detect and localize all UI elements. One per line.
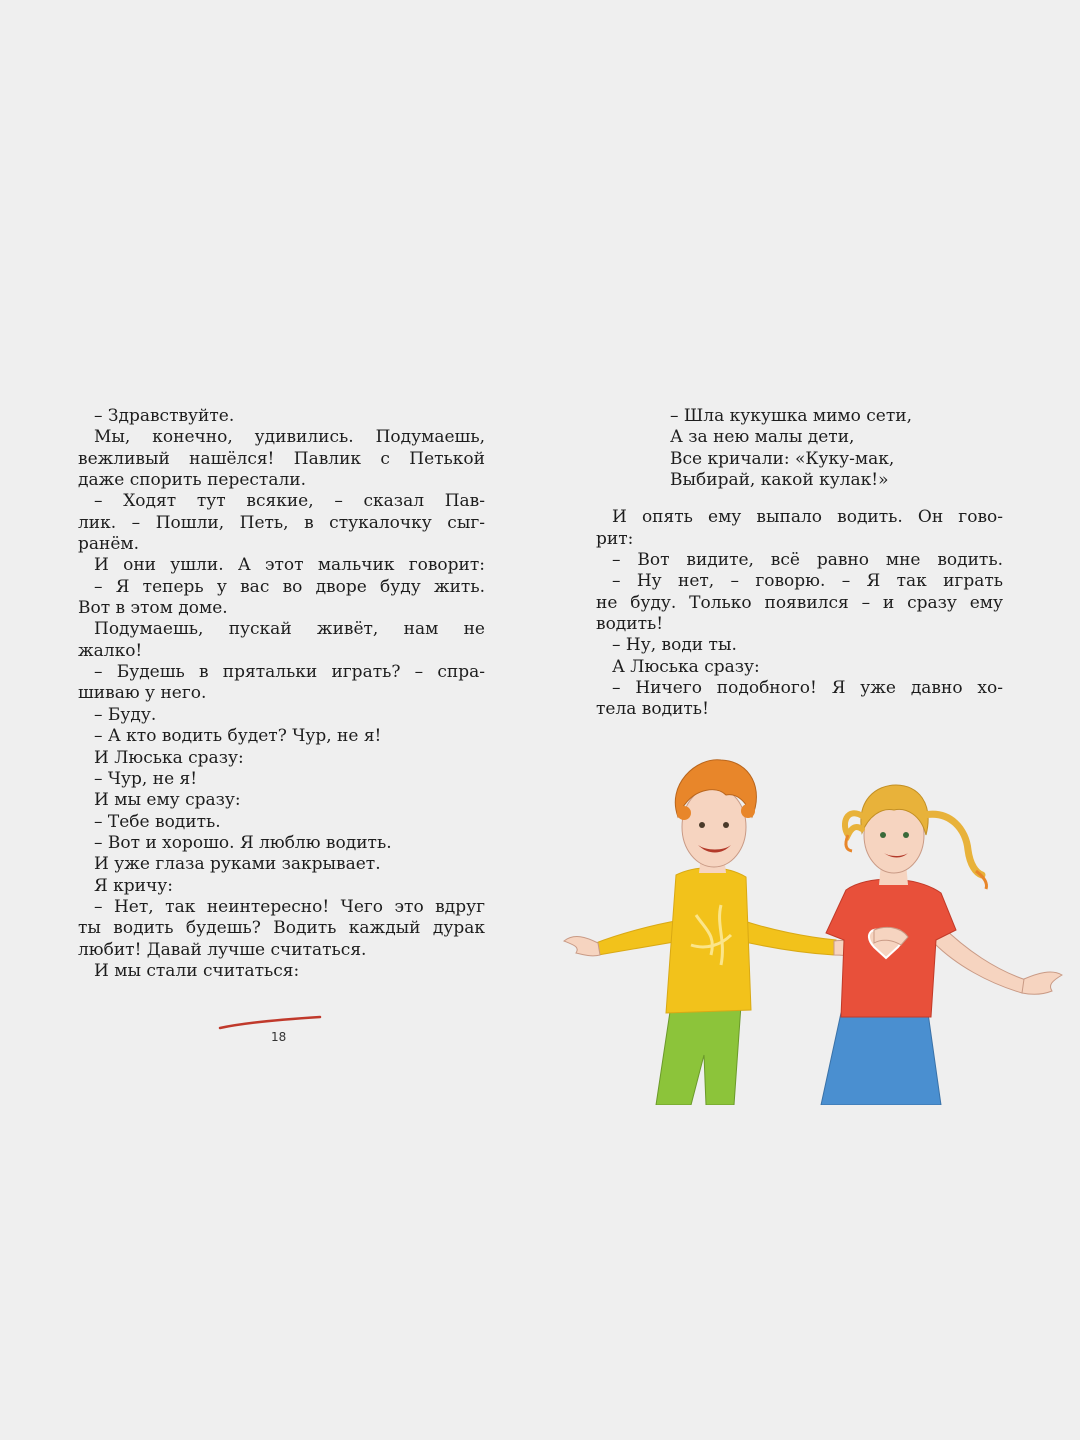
text-line: не буду. Только появился – и сразу ему	[596, 592, 1003, 613]
text-line: тела водить!	[596, 699, 709, 720]
text-line: вежливый нашёлся! Павлик с Петькой	[78, 448, 485, 469]
text-line: И мы стали считаться:	[94, 960, 300, 981]
poem-line: – Шла кукушка мимо сети,	[670, 406, 913, 426]
left-page-text	[78, 406, 485, 982]
text-line: – Тебе водить.	[94, 811, 221, 832]
text-line: – Будешь в прятальки играть? – спра-	[94, 662, 485, 683]
text-line: – Вот видите, всё равно мне водить.	[612, 550, 1003, 571]
poem-line: Все кричали: «Куку-мак,	[670, 448, 895, 469]
text-line: даже спорить перестали.	[78, 470, 306, 491]
text-line: И Люська сразу:	[94, 747, 244, 768]
text-line: – Здравствуйте.	[94, 406, 235, 426]
text-line: – Я теперь у вас во дворе буду жить.	[94, 576, 485, 597]
text-line: – Ну нет, – говорю. – Я так играть	[612, 571, 1003, 592]
right-page-text	[596, 406, 1003, 721]
poem-line: Выбирай, какой кулак!»	[670, 470, 889, 491]
text-line: лик. – Пошли, Петь, в стукалочку сыг-	[78, 512, 485, 533]
girl-figure	[821, 785, 1062, 1105]
boy-figure	[564, 760, 862, 1105]
text-line: ты водить будешь? Водить каждый дурак	[78, 918, 485, 939]
text-line: – А кто водить будет? Чур, не я!	[94, 726, 382, 747]
text-line: Мы, конечно, удивились. Подумаешь,	[94, 427, 485, 448]
counting-rhyme	[670, 406, 1003, 491]
page-number-stroke	[218, 1014, 322, 1034]
text-line: – Нет, так неинтересно! Чего это вдруг	[94, 896, 485, 917]
text-line: жалко!	[78, 640, 143, 661]
text-line: – Чур, не я!	[94, 768, 198, 789]
text-line: И уже глаза руками закрывает.	[94, 854, 381, 875]
text-line: А Люська сразу:	[612, 656, 760, 677]
text-line: водить!	[596, 614, 664, 635]
text-line: шиваю у него.	[78, 683, 207, 704]
text-line: Вот в этом доме.	[78, 598, 228, 619]
page-number: 18	[271, 1030, 287, 1044]
text-line: – Буду.	[94, 704, 157, 725]
text-line: Подумаешь, пускай живёт, нам не	[94, 619, 485, 640]
text-line: И опять ему выпало водить. Он гово-	[612, 507, 1003, 528]
text-line: И они ушли. А этот мальчик говорит:	[94, 555, 485, 576]
text-line: – Вот и хорошо. Я люблю водить.	[94, 832, 392, 853]
text-line: И мы ему сразу:	[94, 790, 241, 811]
two-children-illustration	[556, 755, 1076, 1105]
text-line: ранём.	[78, 534, 140, 555]
text-line: – Ну, води ты.	[612, 635, 737, 656]
text-line: Я кричу:	[94, 875, 173, 896]
text-line: – Ходят тут всякие, – сказал Пав-	[94, 491, 485, 512]
poem-line: А за нею малы дети,	[670, 427, 855, 448]
text-line: – Ничего подобного! Я уже давно хо-	[612, 678, 1003, 699]
stanza-gap	[596, 491, 1003, 507]
text-line: любит! Давай лучше считаться.	[78, 939, 367, 960]
text-line: рит:	[596, 528, 634, 549]
